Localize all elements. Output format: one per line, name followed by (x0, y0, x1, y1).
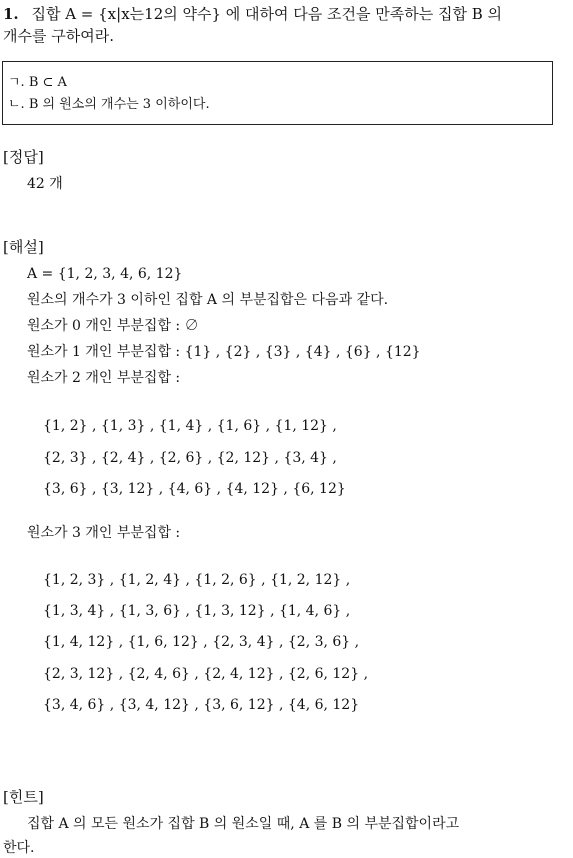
explanation-intro: 원소의 개수가 3 이하인 집합 A 의 부분집합은 다음과 같다. (27, 292, 389, 308)
answer-label: [정답] (3, 148, 44, 166)
explanation-size2-title: 원소가 2 개인 부분집합 : (27, 370, 181, 386)
size2-row: {2, 3} , {2, 4} , {2, 6} , {2, 12} , {3, 4} , (43, 450, 337, 466)
conditions-box (2, 61, 553, 125)
hint-line-1: 집합 A 의 모든 원소가 집합 B 의 원소일 때, A 를 B 의 부분집합이라고 (27, 816, 460, 832)
condition-2: ㄴ. B 의 원소의 개수는 3 이하이다. (8, 97, 210, 112)
size3-row: {3, 4, 6} , {3, 4, 12} , {3, 6, 12} , {4, 6, 12} (43, 697, 360, 713)
size2-row: {1, 2} , {1, 3} , {1, 4} , {1, 6} , {1, 12} , (43, 418, 337, 434)
size3-row: {2, 3, 12} , {2, 4, 6} , {2, 4, 12} , {2, 6, 12} , (43, 666, 369, 682)
explanation-size0: 원소가 0 개인 부분집합 : ∅ (27, 318, 199, 334)
hint-line-2: 한다. (3, 840, 35, 856)
answer-value: 42 개 (27, 176, 63, 192)
question-line-1 (3, 4, 502, 24)
hint-label: [힌트] (3, 788, 44, 806)
size3-row: {1, 3, 4} , {1, 3, 6} , {1, 3, 12} , {1, 4, 6} , (43, 603, 351, 619)
explanation-label: [해설] (3, 238, 44, 256)
question-line-2: 개수를 구하여라. (3, 27, 114, 45)
explanation-size1: 원소가 1 개인 부분집합 : {1} , {2} , {3} , {4} , {6} , {12} (27, 344, 421, 360)
question-number: 1. (3, 5, 19, 23)
size3-row: {1, 4, 12} , {1, 6, 12} , {2, 3, 4} , {2, 3, 6} , (43, 634, 360, 650)
size2-row: {3, 6} , {3, 12} , {4, 6} , {4, 12} , {6, 12} (43, 481, 346, 497)
question-text: 집합 A = {x|x는12의 약수} 에 대하여 다음 조건을 만족하는 집합 B 의 (31, 5, 503, 23)
size3-row: {1, 2, 3} , {1, 2, 4} , {1, 2, 6} , {1, 2, 12} , (43, 572, 351, 588)
explanation-set-a: A = {1, 2, 3, 4, 6, 12} (27, 266, 183, 282)
explanation-size3-title: 원소가 3 개인 부분집합 : (27, 525, 181, 541)
condition-1: ㄱ. B ⊂ A (8, 75, 67, 90)
